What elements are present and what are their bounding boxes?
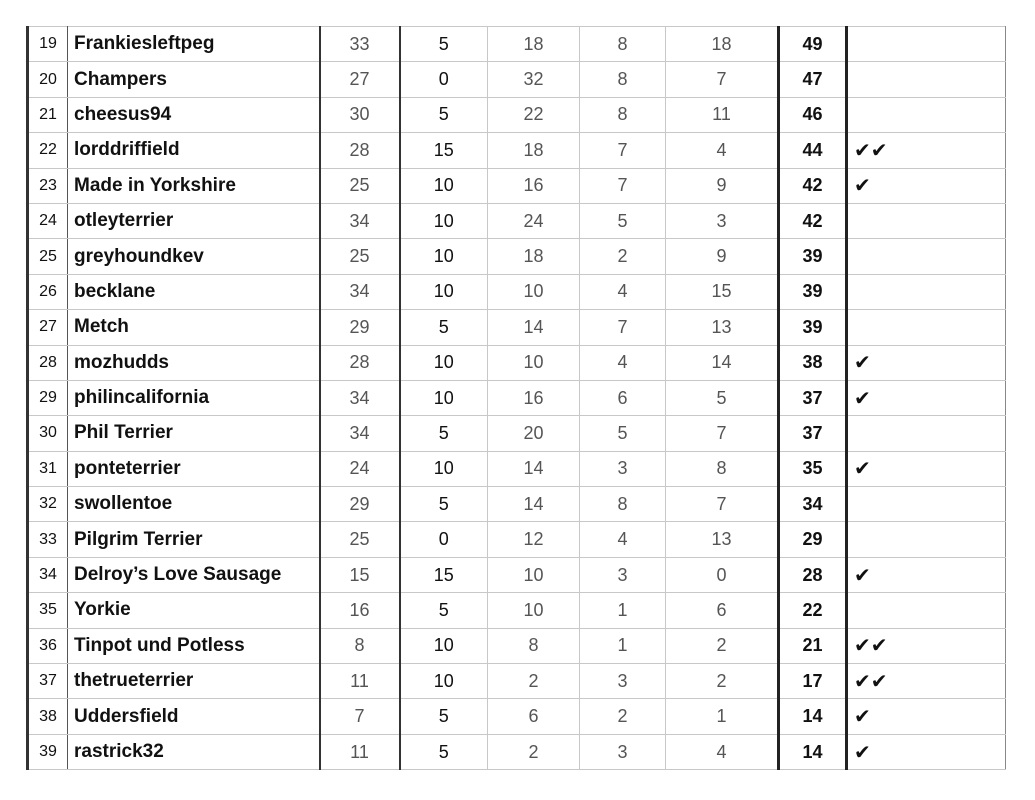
- total-points-cell: 34: [779, 487, 847, 522]
- score-cell-2: 10: [400, 380, 488, 415]
- score-cell-3: 20: [488, 416, 580, 451]
- score-cell-5: 18: [666, 27, 779, 62]
- score-cell-1: 11: [320, 734, 400, 769]
- tick-marks-cell: [847, 522, 1006, 557]
- score-cell-4: 7: [580, 168, 666, 203]
- total-points-cell: 49: [779, 27, 847, 62]
- score-cell-1: 25: [320, 168, 400, 203]
- score-cell-3: 10: [488, 345, 580, 380]
- score-cell-4: 8: [580, 487, 666, 522]
- player-name-cell: Champers: [68, 62, 320, 97]
- score-cell-2: 0: [400, 62, 488, 97]
- position-cell: 34: [28, 557, 68, 592]
- player-name-cell: Tinpot und Potless: [68, 628, 320, 663]
- score-cell-1: 28: [320, 345, 400, 380]
- score-cell-3: 18: [488, 27, 580, 62]
- score-cell-4: 3: [580, 557, 666, 592]
- position-cell: 21: [28, 97, 68, 132]
- score-cell-2: 5: [400, 593, 488, 628]
- score-cell-1: 34: [320, 274, 400, 309]
- tick-marks-cell: [847, 274, 1006, 309]
- player-name-cell: greyhoundkev: [68, 239, 320, 274]
- score-cell-4: 1: [580, 593, 666, 628]
- score-cell-2: 5: [400, 487, 488, 522]
- player-name-cell: cheesus94: [68, 97, 320, 132]
- score-cell-5: 13: [666, 310, 779, 345]
- table-row: [28, 168, 1006, 203]
- table-row: [28, 416, 1006, 451]
- tick-marks-cell: ✔✔: [847, 133, 1006, 168]
- league-table: [26, 26, 1006, 770]
- score-cell-2: 5: [400, 27, 488, 62]
- player-name-cell: otleyterrier: [68, 203, 320, 238]
- score-cell-4: 6: [580, 380, 666, 415]
- position-cell: 24: [28, 203, 68, 238]
- score-cell-3: 10: [488, 274, 580, 309]
- score-cell-4: 8: [580, 97, 666, 132]
- total-points-cell: 22: [779, 593, 847, 628]
- score-cell-4: 3: [580, 451, 666, 486]
- tick-marks-cell: [847, 487, 1006, 522]
- total-points-cell: 37: [779, 416, 847, 451]
- position-cell: 26: [28, 274, 68, 309]
- score-cell-5: 4: [666, 734, 779, 769]
- score-cell-1: 8: [320, 628, 400, 663]
- score-cell-2: 10: [400, 239, 488, 274]
- score-cell-2: 10: [400, 168, 488, 203]
- player-name-cell: lorddriffield: [68, 133, 320, 168]
- table-row: [28, 699, 1006, 734]
- player-name-cell: swollentoe: [68, 487, 320, 522]
- position-cell: 31: [28, 451, 68, 486]
- score-cell-5: 13: [666, 522, 779, 557]
- player-name-cell: thetrueterrier: [68, 664, 320, 699]
- score-cell-5: 4: [666, 133, 779, 168]
- score-cell-2: 10: [400, 628, 488, 663]
- position-cell: 33: [28, 522, 68, 557]
- score-cell-5: 7: [666, 487, 779, 522]
- score-cell-1: 30: [320, 97, 400, 132]
- score-cell-4: 3: [580, 664, 666, 699]
- total-points-cell: 42: [779, 203, 847, 238]
- total-points-cell: 17: [779, 664, 847, 699]
- total-points-cell: 21: [779, 628, 847, 663]
- tick-marks-cell: [847, 27, 1006, 62]
- score-cell-4: 4: [580, 274, 666, 309]
- score-cell-1: 28: [320, 133, 400, 168]
- tick-marks-cell: [847, 416, 1006, 451]
- score-cell-3: 16: [488, 168, 580, 203]
- score-cell-4: 5: [580, 203, 666, 238]
- position-cell: 27: [28, 310, 68, 345]
- score-cell-4: 4: [580, 522, 666, 557]
- total-points-cell: 29: [779, 522, 847, 557]
- league-table-body: [28, 27, 1006, 770]
- score-cell-3: 12: [488, 522, 580, 557]
- score-cell-2: 0: [400, 522, 488, 557]
- player-name-cell: mozhudds: [68, 345, 320, 380]
- table-row: [28, 27, 1006, 62]
- score-cell-3: 22: [488, 97, 580, 132]
- score-cell-5: 9: [666, 168, 779, 203]
- table-row: [28, 380, 1006, 415]
- table-row: [28, 345, 1006, 380]
- score-cell-2: 15: [400, 557, 488, 592]
- score-cell-1: 16: [320, 593, 400, 628]
- score-cell-5: 8: [666, 451, 779, 486]
- score-cell-1: 15: [320, 557, 400, 592]
- tick-marks-cell: [847, 62, 1006, 97]
- score-cell-5: 9: [666, 239, 779, 274]
- tick-marks-cell: [847, 239, 1006, 274]
- score-cell-1: 7: [320, 699, 400, 734]
- score-cell-4: 2: [580, 699, 666, 734]
- score-cell-1: 34: [320, 203, 400, 238]
- position-cell: 28: [28, 345, 68, 380]
- score-cell-3: 10: [488, 593, 580, 628]
- score-cell-1: 29: [320, 310, 400, 345]
- table-row: [28, 734, 1006, 769]
- player-name-cell: ponteterrier: [68, 451, 320, 486]
- score-cell-5: 14: [666, 345, 779, 380]
- score-cell-2: 10: [400, 345, 488, 380]
- score-cell-1: 34: [320, 416, 400, 451]
- table-row: [28, 133, 1006, 168]
- score-cell-5: 3: [666, 203, 779, 238]
- total-points-cell: 39: [779, 274, 847, 309]
- score-cell-3: 18: [488, 239, 580, 274]
- score-cell-2: 5: [400, 734, 488, 769]
- total-points-cell: 46: [779, 97, 847, 132]
- score-cell-2: 15: [400, 133, 488, 168]
- score-cell-5: 7: [666, 62, 779, 97]
- score-cell-1: 24: [320, 451, 400, 486]
- table-row: [28, 487, 1006, 522]
- table-row: [28, 239, 1006, 274]
- score-cell-3: 18: [488, 133, 580, 168]
- score-cell-4: 1: [580, 628, 666, 663]
- score-cell-2: 10: [400, 203, 488, 238]
- score-cell-3: 2: [488, 734, 580, 769]
- table-row: [28, 97, 1006, 132]
- total-points-cell: 44: [779, 133, 847, 168]
- total-points-cell: 39: [779, 239, 847, 274]
- table-row: [28, 522, 1006, 557]
- tick-marks-cell: ✔: [847, 699, 1006, 734]
- tick-marks-cell: ✔: [847, 557, 1006, 592]
- score-cell-2: 10: [400, 664, 488, 699]
- score-cell-5: 1: [666, 699, 779, 734]
- position-cell: 39: [28, 734, 68, 769]
- total-points-cell: 14: [779, 734, 847, 769]
- score-cell-1: 25: [320, 239, 400, 274]
- tick-marks-cell: [847, 203, 1006, 238]
- player-name-cell: Uddersfield: [68, 699, 320, 734]
- score-cell-3: 6: [488, 699, 580, 734]
- tick-marks-cell: [847, 593, 1006, 628]
- table-row: [28, 628, 1006, 663]
- player-name-cell: Frankiesleftpeg: [68, 27, 320, 62]
- table-row: [28, 274, 1006, 309]
- score-cell-4: 4: [580, 345, 666, 380]
- position-cell: 20: [28, 62, 68, 97]
- score-cell-3: 14: [488, 310, 580, 345]
- total-points-cell: 38: [779, 345, 847, 380]
- score-cell-5: 0: [666, 557, 779, 592]
- player-name-cell: philincalifornia: [68, 380, 320, 415]
- score-cell-2: 5: [400, 416, 488, 451]
- score-cell-2: 5: [400, 310, 488, 345]
- tick-marks-cell: [847, 97, 1006, 132]
- score-cell-2: 10: [400, 451, 488, 486]
- position-cell: 32: [28, 487, 68, 522]
- score-cell-5: 2: [666, 628, 779, 663]
- score-cell-1: 11: [320, 664, 400, 699]
- position-cell: 19: [28, 27, 68, 62]
- position-cell: 22: [28, 133, 68, 168]
- table-row: [28, 203, 1006, 238]
- player-name-cell: rastrick32: [68, 734, 320, 769]
- table-row: [28, 664, 1006, 699]
- position-cell: 30: [28, 416, 68, 451]
- score-cell-3: 8: [488, 628, 580, 663]
- player-name-cell: Pilgrim Terrier: [68, 522, 320, 557]
- score-cell-2: 5: [400, 699, 488, 734]
- score-cell-2: 10: [400, 274, 488, 309]
- score-cell-1: 25: [320, 522, 400, 557]
- score-cell-3: 10: [488, 557, 580, 592]
- position-cell: 37: [28, 664, 68, 699]
- position-cell: 25: [28, 239, 68, 274]
- score-cell-3: 14: [488, 487, 580, 522]
- score-cell-1: 27: [320, 62, 400, 97]
- score-cell-3: 16: [488, 380, 580, 415]
- score-cell-4: 5: [580, 416, 666, 451]
- score-cell-5: 15: [666, 274, 779, 309]
- total-points-cell: 47: [779, 62, 847, 97]
- total-points-cell: 42: [779, 168, 847, 203]
- score-cell-4: 8: [580, 62, 666, 97]
- player-name-cell: Delroy’s Love Sausage: [68, 557, 320, 592]
- player-name-cell: Yorkie: [68, 593, 320, 628]
- score-cell-1: 29: [320, 487, 400, 522]
- position-cell: 35: [28, 593, 68, 628]
- tick-marks-cell: ✔: [847, 380, 1006, 415]
- tick-marks-cell: ✔✔: [847, 664, 1006, 699]
- position-cell: 23: [28, 168, 68, 203]
- table-row: [28, 593, 1006, 628]
- score-cell-4: 7: [580, 310, 666, 345]
- total-points-cell: 39: [779, 310, 847, 345]
- position-cell: 38: [28, 699, 68, 734]
- score-cell-2: 5: [400, 97, 488, 132]
- player-name-cell: Made in Yorkshire: [68, 168, 320, 203]
- player-name-cell: Metch: [68, 310, 320, 345]
- tick-marks-cell: ✔: [847, 451, 1006, 486]
- score-cell-3: 14: [488, 451, 580, 486]
- table-row: [28, 62, 1006, 97]
- score-cell-4: 2: [580, 239, 666, 274]
- total-points-cell: 35: [779, 451, 847, 486]
- total-points-cell: 28: [779, 557, 847, 592]
- score-cell-4: 7: [580, 133, 666, 168]
- tick-marks-cell: ✔: [847, 734, 1006, 769]
- score-cell-5: 5: [666, 380, 779, 415]
- position-cell: 29: [28, 380, 68, 415]
- table-row: [28, 451, 1006, 486]
- total-points-cell: 14: [779, 699, 847, 734]
- tick-marks-cell: ✔✔: [847, 628, 1006, 663]
- score-cell-3: 2: [488, 664, 580, 699]
- score-cell-5: 7: [666, 416, 779, 451]
- tick-marks-cell: ✔: [847, 168, 1006, 203]
- score-cell-3: 24: [488, 203, 580, 238]
- score-cell-3: 32: [488, 62, 580, 97]
- score-cell-5: 11: [666, 97, 779, 132]
- position-cell: 36: [28, 628, 68, 663]
- score-cell-5: 6: [666, 593, 779, 628]
- table-row: [28, 557, 1006, 592]
- player-name-cell: becklane: [68, 274, 320, 309]
- score-cell-1: 33: [320, 27, 400, 62]
- table-row: [28, 310, 1006, 345]
- score-cell-5: 2: [666, 664, 779, 699]
- tick-marks-cell: [847, 310, 1006, 345]
- score-cell-1: 34: [320, 380, 400, 415]
- score-cell-4: 3: [580, 734, 666, 769]
- total-points-cell: 37: [779, 380, 847, 415]
- score-cell-4: 8: [580, 27, 666, 62]
- player-name-cell: Phil Terrier: [68, 416, 320, 451]
- tick-marks-cell: ✔: [847, 345, 1006, 380]
